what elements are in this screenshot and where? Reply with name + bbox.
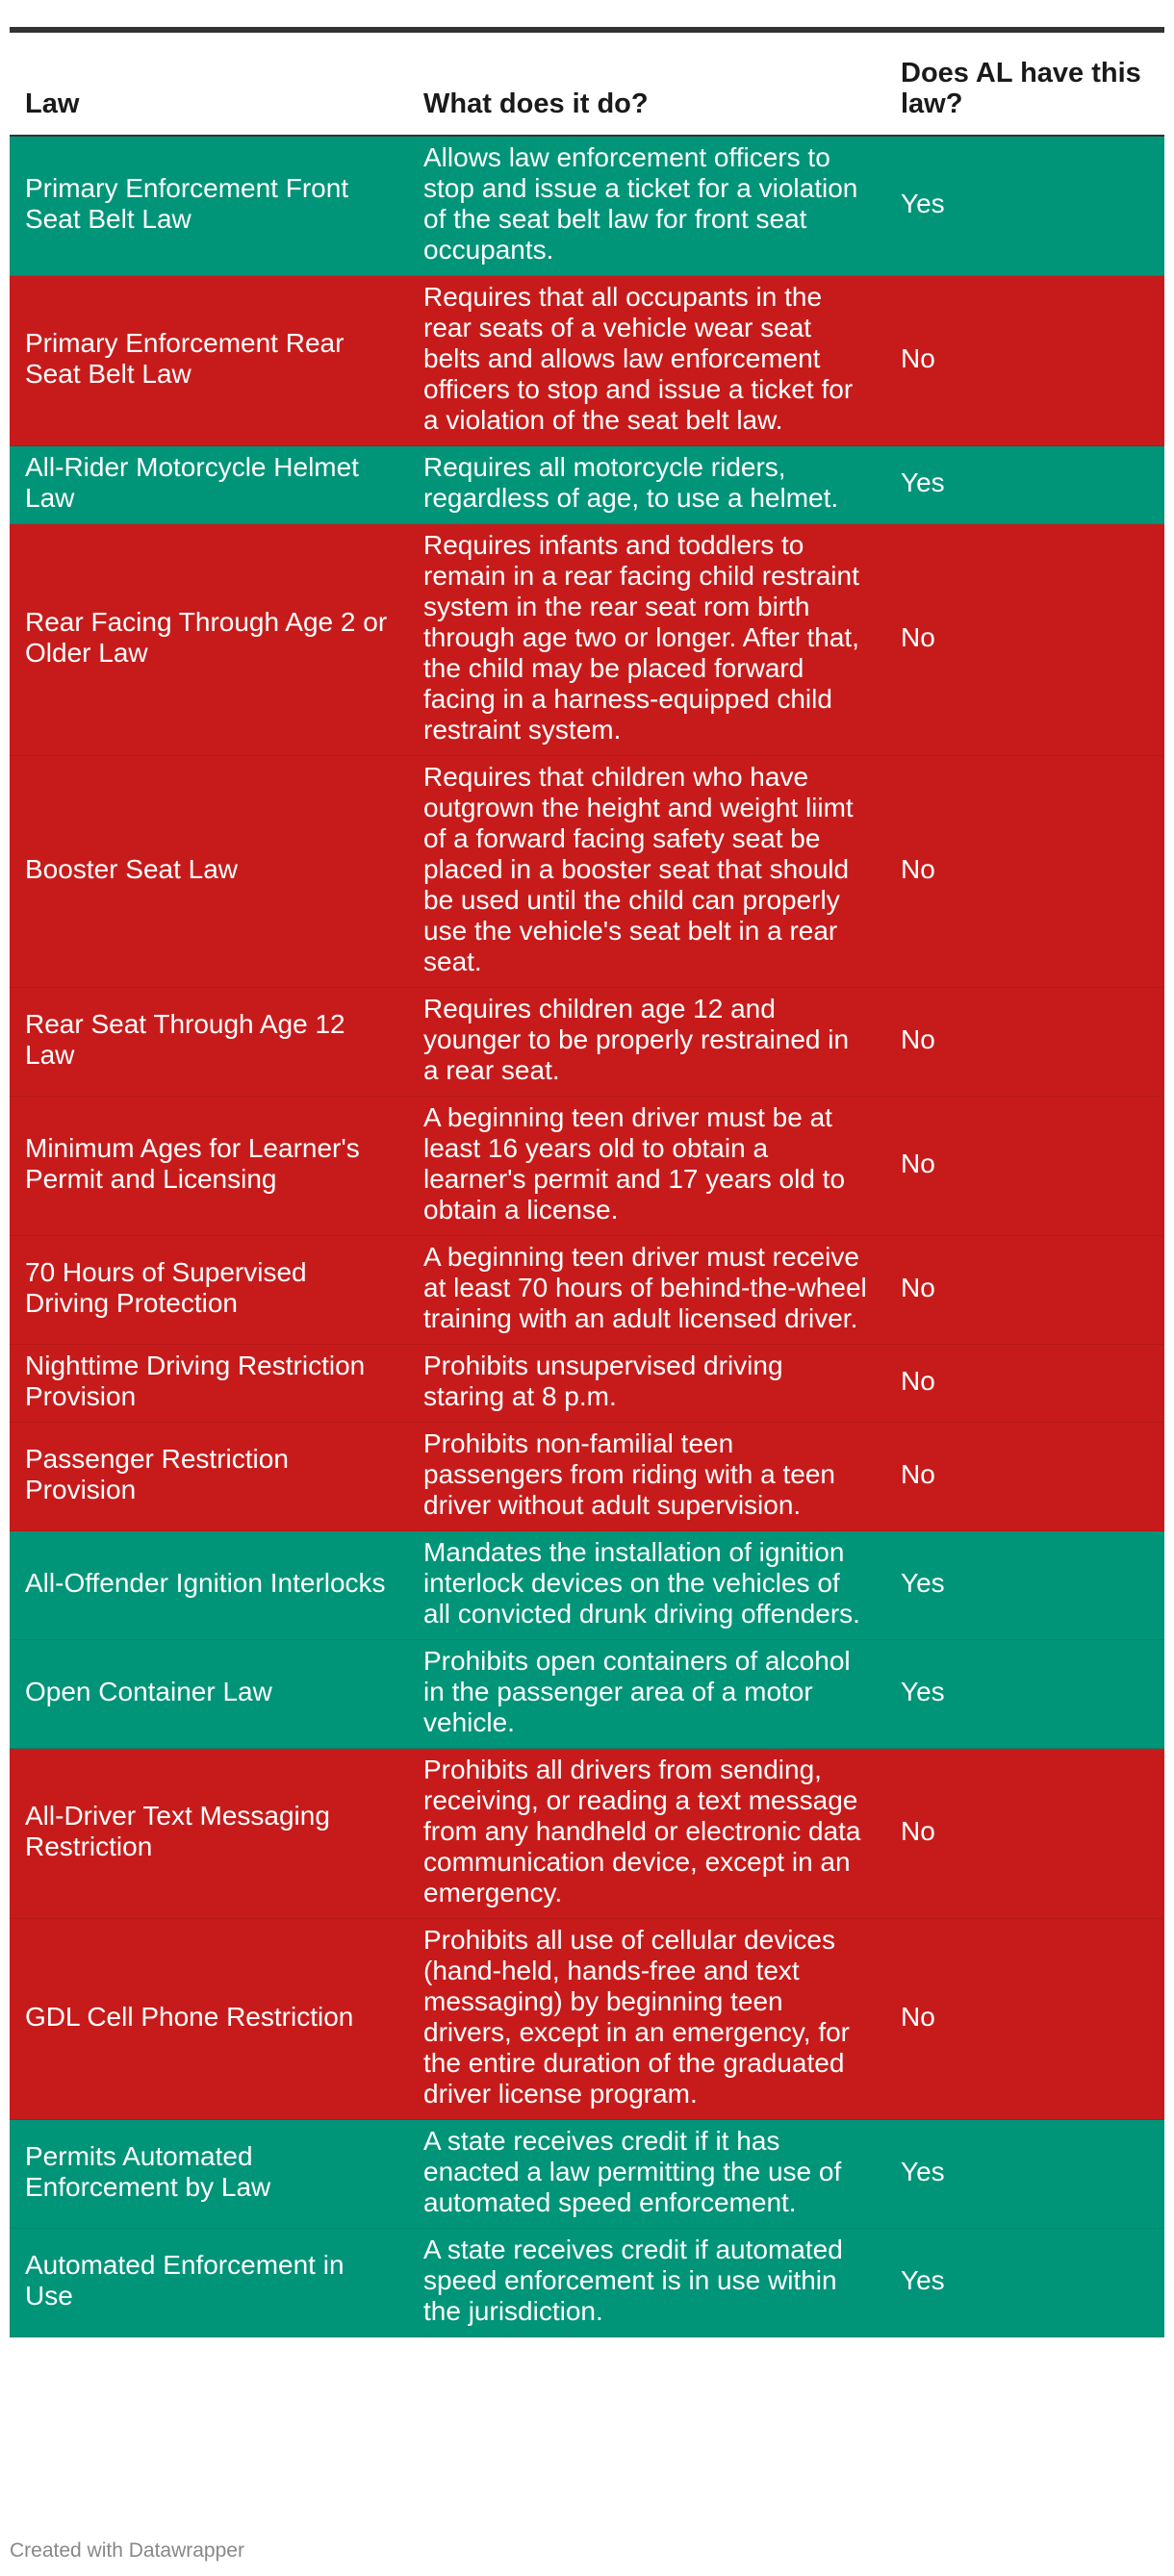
has-law-cell: No	[885, 276, 1164, 446]
has-law-cell: No	[885, 1097, 1164, 1236]
description-cell: Requires all motorcycle riders, regardless of age, to use a helmet.	[408, 446, 885, 524]
law-cell: Minimum Ages for Learner's Permit and Licensing	[10, 1097, 408, 1236]
table-row	[10, 1097, 1164, 1236]
has-law-cell: Yes	[885, 1640, 1164, 1749]
law-cell: All-Driver Text Messaging Restriction	[10, 1749, 408, 1919]
laws-table	[10, 33, 1164, 2337]
description-cell: Allows law enforcement officers to stop and issue a ticket for a violation of the seat belt law for front seat occupants.	[408, 136, 885, 276]
description-cell: Requires children age 12 and younger to be properly restrained in a rear seat.	[408, 988, 885, 1097]
has-law-cell: No	[885, 1423, 1164, 1531]
table-row	[10, 1531, 1164, 1640]
table-row	[10, 1640, 1164, 1749]
description-cell: A beginning teen driver must be at least 16 years old to obtain a learner's permit and 17 years old to obtain a license.	[408, 1097, 885, 1236]
has-law-cell: No	[885, 1749, 1164, 1919]
has-law-cell: No	[885, 756, 1164, 988]
law-cell: 70 Hours of Supervised Driving Protection	[10, 1236, 408, 1345]
description-cell: Prohibits non-familial teen passengers from riding with a teen driver without adult supervision.	[408, 1423, 885, 1531]
description-cell: Prohibits all drivers from sending, receiving, or reading a text message from any handheld or electronic data communication device, except in an emergency.	[408, 1749, 885, 1919]
description-cell: A state receives credit if it has enacted a law permitting the use of automated speed enforcement.	[408, 2120, 885, 2229]
table-row	[10, 756, 1164, 988]
law-cell: GDL Cell Phone Restriction	[10, 1919, 408, 2120]
has-law-cell: No	[885, 1345, 1164, 1423]
table-body	[10, 136, 1164, 2337]
description-cell: Prohibits all use of cellular devices (hand-held, hands-free and text messaging) by beginning teen drivers, except in an emergency, for the entire duration of the graduated driver license program.	[408, 1919, 885, 2120]
has-law-cell: Yes	[885, 1531, 1164, 1640]
description-cell: Requires that all occupants in the rear seats of a vehicle wear seat belts and allows law enforcement officers to stop and issue a ticket for a violation of the seat belt law.	[408, 276, 885, 446]
law-cell: All-Rider Motorcycle Helmet Law	[10, 446, 408, 524]
table-header	[10, 33, 1164, 136]
law-cell: Nighttime Driving Restriction Provision	[10, 1345, 408, 1423]
table-row	[10, 988, 1164, 1097]
table-row	[10, 524, 1164, 756]
has-law-cell: Yes	[885, 136, 1164, 276]
has-law-cell: Yes	[885, 2120, 1164, 2229]
table-row	[10, 2120, 1164, 2229]
description-cell: Mandates the installation of ignition interlock devices on the vehicles of all convicted drunk driving offenders.	[408, 1531, 885, 1640]
description-cell: Requires that children who have outgrown the height and weight liimt of a forward facing safety seat be placed in a booster seat that should be used until the child can properly use the vehicle's seat belt in a rear seat.	[408, 756, 885, 988]
table-row	[10, 1345, 1164, 1423]
datawrapper-credit: Created with Datawrapper	[10, 2539, 244, 2562]
law-cell: Passenger Restriction Provision	[10, 1423, 408, 1531]
table-row	[10, 1749, 1164, 1919]
table-row	[10, 1236, 1164, 1345]
has-law-cell: No	[885, 988, 1164, 1097]
law-cell: Primary Enforcement Rear Seat Belt Law	[10, 276, 408, 446]
description-cell: Prohibits unsupervised driving staring at 8 p.m.	[408, 1345, 885, 1423]
description-cell: A beginning teen driver must receive at least 70 hours of behind-the-wheel training with an adult licensed driver.	[408, 1236, 885, 1345]
description-cell: Prohibits open containers of alcohol in the passenger area of a motor vehicle.	[408, 1640, 885, 1749]
law-cell: All-Offender Ignition Interlocks	[10, 1531, 408, 1640]
law-cell: Permits Automated Enforcement by Law	[10, 2120, 408, 2229]
table-row	[10, 1919, 1164, 2120]
column-header-description[interactable]: What does it do?	[408, 33, 885, 136]
table-row	[10, 1423, 1164, 1531]
description-cell: A state receives credit if automated speed enforcement is in use within the jurisdiction.	[408, 2229, 885, 2337]
has-law-cell: No	[885, 1236, 1164, 1345]
law-cell: Open Container Law	[10, 1640, 408, 1749]
has-law-cell: Yes	[885, 2229, 1164, 2337]
table-row	[10, 2229, 1164, 2337]
has-law-cell: No	[885, 524, 1164, 756]
table-row	[10, 276, 1164, 446]
description-cell: Requires infants and toddlers to remain in a rear facing child restraint system in the rear seat rom birth through age two or longer. After that, the child may be placed forward facing in a harness-equipped child restraint system.	[408, 524, 885, 756]
table-row	[10, 446, 1164, 524]
law-cell: Automated Enforcement in Use	[10, 2229, 408, 2337]
law-cell: Primary Enforcement Front Seat Belt Law	[10, 136, 408, 276]
table-row	[10, 136, 1164, 276]
law-cell: Rear Facing Through Age 2 or Older Law	[10, 524, 408, 756]
header-row	[10, 33, 1164, 136]
law-cell: Booster Seat Law	[10, 756, 408, 988]
has-law-cell: No	[885, 1919, 1164, 2120]
law-cell: Rear Seat Through Age 12 Law	[10, 988, 408, 1097]
has-law-cell: Yes	[885, 446, 1164, 524]
column-header-law[interactable]: Law	[10, 33, 408, 136]
column-header-has-law[interactable]: Does AL have this law?	[885, 33, 1164, 136]
